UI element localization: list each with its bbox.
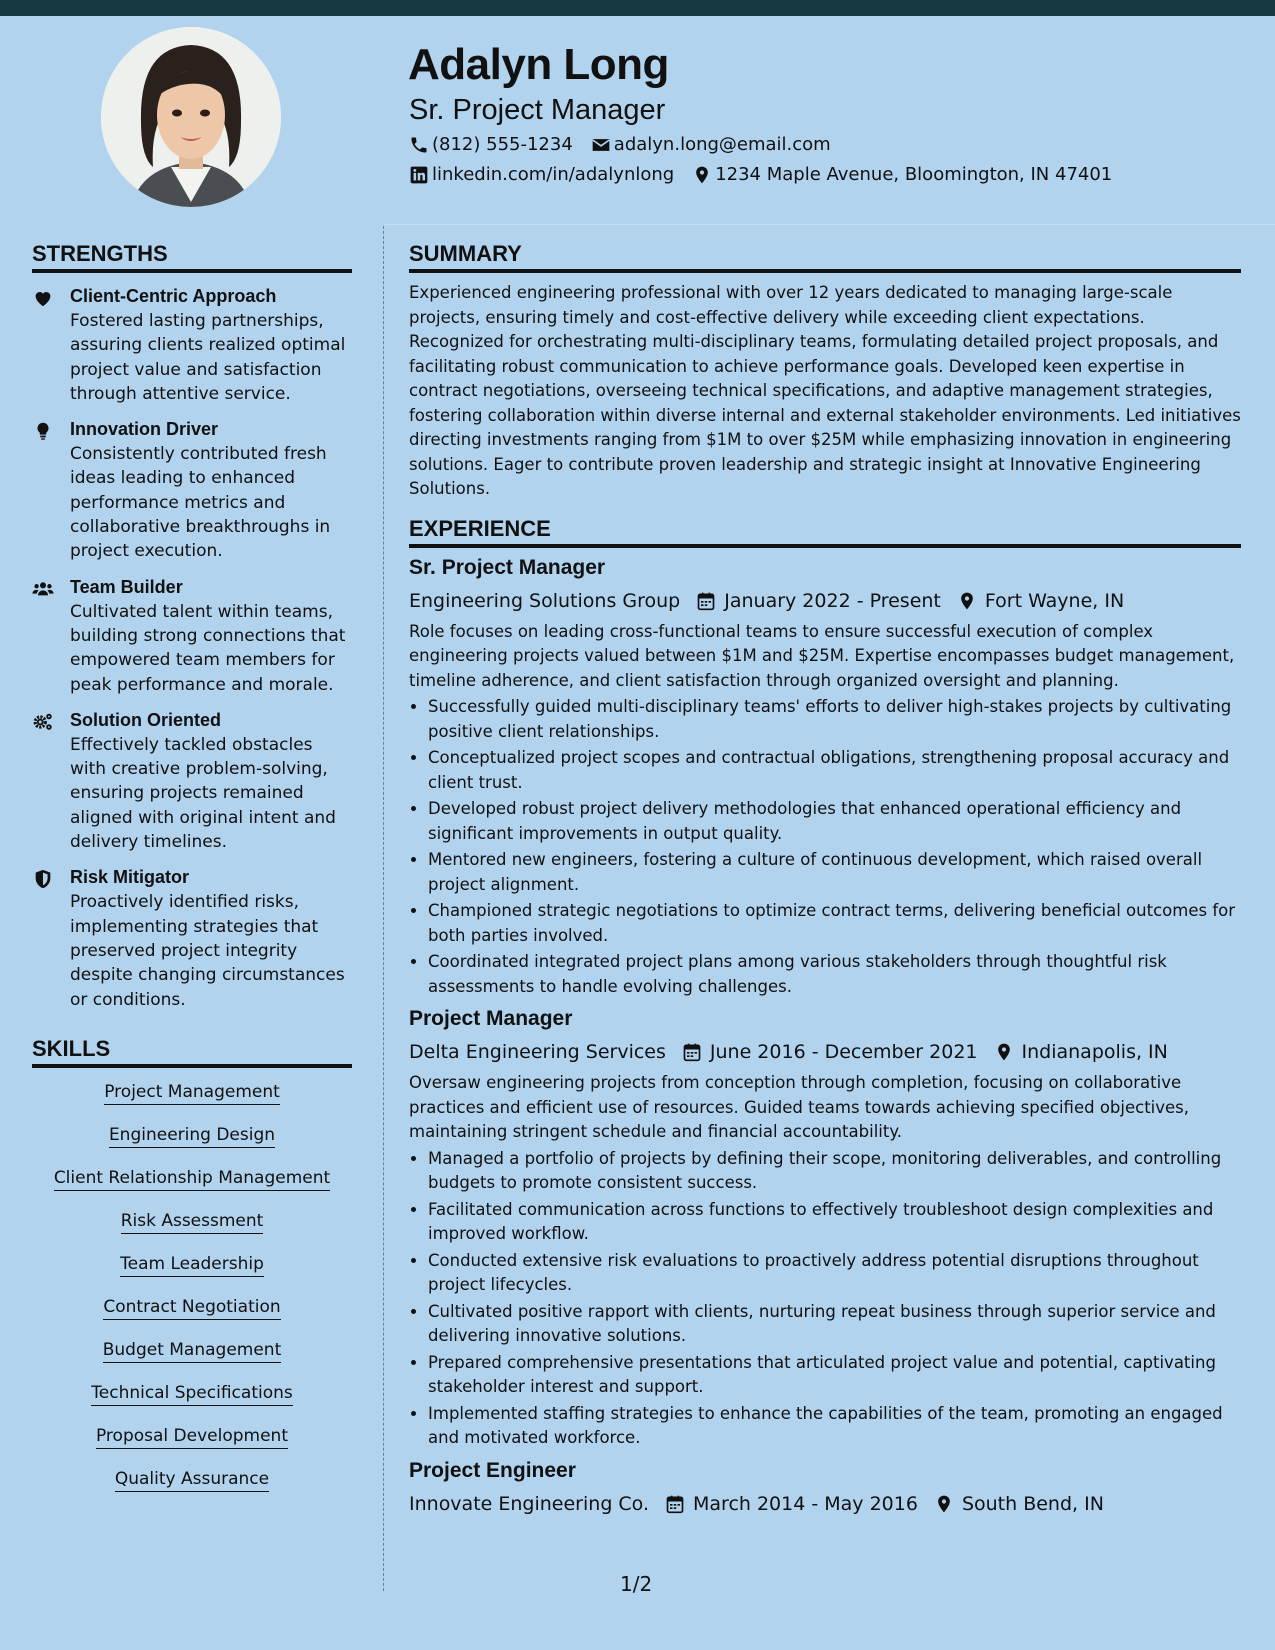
calendar-icon	[696, 591, 716, 611]
job-bullet: • Prepared comprehensive presentations that articulated project value and potential, captivating stakeholder interest and support.	[428, 1351, 1241, 1400]
strength-item	[32, 709, 352, 854]
job-title: Project Engineer	[409, 1458, 576, 1482]
skills-list	[32, 1082, 352, 1512]
strength-title: Client-Centric Approach	[70, 286, 277, 306]
job-bullet: • Implemented staffing strategies to enhance the capabilities of the team, promoting an engaged and motivated workforce.	[428, 1402, 1241, 1451]
email-contact[interactable]	[591, 134, 831, 155]
job-description: Oversaw engineering projects from conception through completion, focusing on collaborative practices and efficient use of resources. Guided teams towards achieving specified objectives, maintaining stringent schedule and financial accountability.	[409, 1073, 1190, 1141]
gears-icon	[32, 711, 54, 733]
skill-item: Contract Negotiation	[103, 1297, 280, 1320]
contact-row-2	[409, 164, 1130, 185]
job-company: Delta Engineering Services	[409, 1041, 666, 1063]
job-bullet: • Championed strategic negotiations to optimize contract terms, delivering beneficial outcomes for both parties involved.	[428, 899, 1241, 948]
top-bar	[0, 0, 1275, 16]
skill-item: Engineering Design	[109, 1125, 275, 1148]
summary-text: Experienced engineering professional with over 12 years dedicated to managing large-scale projects, ensuring timely and cost-effective delivery while exceeding client expectations. Recognized for orchestrating multi-disciplinary teams, formulating detailed project proposals, and facilitating robust communication to achieve performance goals. Developed keen expertise in contract negotiations, overseeing technical specifications, and adaptive management strategies, fostering collaboration within diverse internal and external stakeholder environments. Led initiatives directing investments ranging from $1M to over $25M while emphasizing innovation in engineering solutions. Eager to contribute proven leadership and strategic insight at Innovative Engineering Solutions.	[409, 283, 1241, 498]
job-bullet: • Conceptualized project scopes and contractual obligations, strengthening proposal accuracy and client trust.	[428, 746, 1241, 795]
strengths-heading: STRENGTHS	[32, 241, 352, 273]
page-number: 1/2	[620, 1572, 653, 1596]
summary-heading: SUMMARY	[409, 241, 1241, 273]
lightbulb-icon	[32, 420, 54, 442]
job-location: South Bend, IN	[961, 1492, 1104, 1515]
strength-desc: Effectively tackled obstacles with creative problem-solving, ensuring projects remained aligned with original intent and delivery timelines.	[70, 734, 336, 853]
job-title: Project Manager	[409, 1007, 573, 1030]
phone-icon	[409, 135, 429, 155]
strength-desc: Fostered lasting partnerships, assuring clients realized optimal project value and satisfaction through attentive service.	[70, 311, 346, 404]
job-entry	[409, 1007, 1241, 1451]
strength-desc: Consistently contributed fresh ideas leading to enhanced performance metrics and collaborative breakthroughs in project execution.	[70, 444, 331, 562]
job-company: Innovate Engineering Co.	[409, 1492, 650, 1515]
skill-item: Quality Assurance	[115, 1469, 269, 1492]
job-description: Role focuses on leading cross-functional teams to ensure successful execution of complex engineering projects valued between $1M and $25M. Expertise encompasses budget management, timeline adherence, and client satisfaction through organized oversight and planning.	[409, 621, 1235, 690]
map-pin-icon	[957, 591, 977, 611]
address-text: 1234 Maple Avenue, Bloomington, IN 47401	[715, 164, 1113, 185]
job-title: Sr. Project Manager	[409, 555, 606, 579]
envelope-icon	[591, 135, 611, 155]
job-bullet: • Conducted extensive risk evaluations to proactively address potential disruptions throughout project lifecycles.	[428, 1249, 1241, 1298]
email-text[interactable]: adalyn.long@email.com	[613, 134, 831, 155]
job-bullet: • Cultivated positive rapport with clients, nurturing repeat business through superior service and delivering innovative solutions.	[428, 1300, 1241, 1349]
job-bullet: • Mentored new engineers, fostering a culture of continuous development, which raised overall project alignment.	[428, 848, 1241, 897]
job-bullet: • Managed a portfolio of projects by defining their scope, monitoring deliverables, and controlling budgets to promote consistent success.	[428, 1147, 1241, 1196]
job-dates: June 2016 - December 2021	[709, 1041, 978, 1063]
job-entry	[409, 556, 1241, 1000]
right-column	[409, 241, 1241, 1515]
candidate-name: Adalyn Long	[408, 40, 669, 89]
job-meta	[409, 1041, 1241, 1063]
profile-photo	[101, 27, 281, 207]
calendar-icon	[682, 1042, 702, 1062]
job-bullet: • Coordinated integrated project plans among various stakeholders through thoughtful risk assessments to handle evolving challenges.	[428, 950, 1241, 999]
skill-item: Team Leadership	[120, 1254, 264, 1277]
job-dates: January 2022 - Present	[724, 589, 941, 612]
linkedin-text[interactable]: linkedin.com/in/adalynlong	[432, 164, 675, 185]
strength-desc: Proactively identified risks, implementing strategies that preserved project integrity despite changing circumstances or conditions.	[70, 892, 345, 1010]
job-bullet: • Developed robust project delivery methodologies that enhanced operational efficiency and significant improvements in output quality.	[428, 797, 1241, 846]
skill-item: Technical Specifications	[91, 1383, 292, 1406]
heart-icon	[32, 287, 54, 309]
job-bullets	[409, 1147, 1241, 1451]
left-column	[32, 241, 352, 1512]
strength-item	[32, 576, 352, 697]
job-entry	[409, 1459, 1241, 1515]
linkedin-icon	[409, 165, 429, 185]
job-company: Engineering Solutions Group	[409, 589, 681, 612]
skills-heading: SKILLS	[32, 1036, 352, 1068]
strength-title: Solution Oriented	[70, 709, 221, 730]
address-contact	[692, 164, 1112, 185]
strength-item	[32, 418, 352, 563]
shield-icon	[32, 868, 54, 890]
strength-title: Innovation Driver	[70, 419, 219, 440]
skill-item: Project Management	[104, 1082, 280, 1105]
column-divider	[383, 226, 384, 1591]
job-meta	[409, 1493, 1241, 1515]
job-dates: March 2014 - May 2016	[693, 1492, 918, 1515]
strength-title: Team Builder	[70, 576, 183, 597]
job-bullets	[409, 695, 1241, 999]
skill-item: Proposal Development	[96, 1426, 288, 1449]
skill-item: Budget Management	[103, 1340, 282, 1363]
contact-row-1	[409, 134, 849, 155]
strength-item	[32, 866, 352, 1011]
job-meta	[409, 590, 1241, 612]
phone-contact	[409, 134, 573, 155]
skill-item: Client Relationship Management	[54, 1168, 330, 1191]
strength-item	[32, 285, 352, 406]
skill-item: Risk Assessment	[121, 1211, 264, 1234]
experience-heading: EXPERIENCE	[409, 516, 1241, 548]
calendar-icon	[665, 1494, 685, 1514]
map-pin-icon	[934, 1494, 954, 1514]
job-bullet: • Successfully guided multi-disciplinary teams' efforts to deliver high-stakes projects by cultivating positive client relationships.	[428, 695, 1241, 744]
linkedin-contact[interactable]	[409, 164, 674, 185]
map-pin-icon	[994, 1042, 1014, 1062]
users-icon	[32, 578, 54, 600]
phone-text: (812) 555-1234	[432, 134, 573, 155]
job-bullet: • Facilitated communication across functions to effectively troubleshoot design complexities and improved workflow.	[428, 1198, 1241, 1247]
job-location: Indianapolis, IN	[1021, 1041, 1168, 1063]
header-divider	[385, 224, 1275, 225]
map-pin-icon	[692, 165, 712, 185]
strength-desc: Cultivated talent within teams, building strong connections that empowered team members for peak performance and morale.	[70, 601, 346, 695]
job-location: Fort Wayne, IN	[984, 589, 1125, 612]
candidate-title: Sr. Project Manager	[409, 94, 666, 126]
strength-title: Risk Mitigator	[70, 867, 190, 888]
